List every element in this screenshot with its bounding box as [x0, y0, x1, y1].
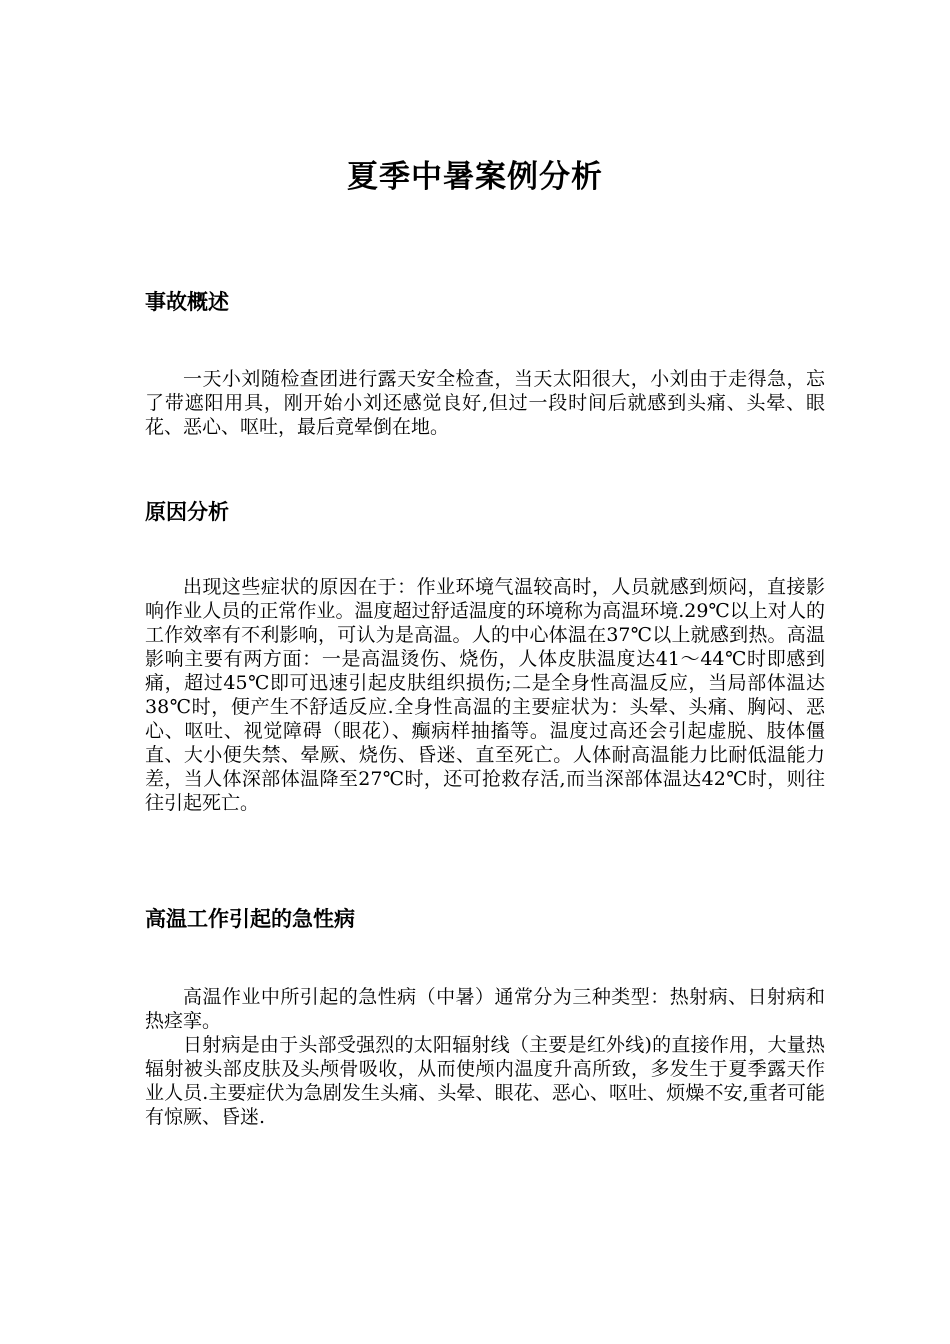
document-title: 夏季中暑案例分析	[347, 159, 603, 195]
paragraph: 日射病是由于头部受强烈的太阳辐射线（主要是红外线)的直接作用，大量热辐射被头部皮肤及头颅骨吸收，从而使颅内温度升高所致，多发生于夏季露天作业人员.主要症伏为急剧发生头痛、头晕、眼花、恶心、呕吐、烦燥不安,重者可能有惊厥、昏迷.	[145, 1034, 825, 1128]
section-heading-accident-overview: 事故概述	[145, 290, 229, 314]
paragraph: 出现这些症状的原因在于：作业环境气温较高时，人员就感到烦闷，直接影响作业人员的正常作业。温度超过舒适温度的环境称为高温环境.29℃以上对人的工作效率有不利影响，可认为是高温。人的中心体温在37℃以上就感到热。高温影响主要有两方面：一是高温烫伤、烧伤，人体皮肤温度达41～44℃时即感到痛，超过45℃即可迅速引起皮肤组织损伤;二是全身性高温反应，当局部体温达38℃时，便产生不舒适反应.全身性高温的主要症状为：头晕、头痛、胸闷、恶心、呕吐、视觉障碍（眼花）、癫病样抽搐等。温度过高还会引起虚脱、肢体僵直、大小便失禁、晕厥、烧伤、昏迷、直至死亡。人体耐高温能力比耐低温能力差，当人体深部体温降至27℃时，还可抢救存活,而当深部体温达42℃时，则往往引起死亡。	[145, 576, 825, 814]
section-body-acute-heat-illness	[145, 985, 825, 1129]
section-body-accident-overview	[145, 367, 825, 439]
section-heading-acute-heat-illness: 高温工作引起的急性病	[145, 907, 355, 931]
section-heading-cause-analysis: 原因分析	[145, 500, 229, 524]
paragraph: 一天小刘随检查团进行露天安全检查，当天太阳很大，小刘由于走得急，忘了带遮阳用具，刚开始小刘还感觉良好,但过一段时间后就感到头痛、头晕、眼花、恶心、呕吐，最后竟晕倒在地。	[145, 368, 825, 438]
paragraph: 高温作业中所引起的急性病（中暑）通常分为三种类型：热射病、日射病和热痉挛。	[145, 986, 825, 1032]
section-body-cause-analysis	[145, 575, 825, 815]
